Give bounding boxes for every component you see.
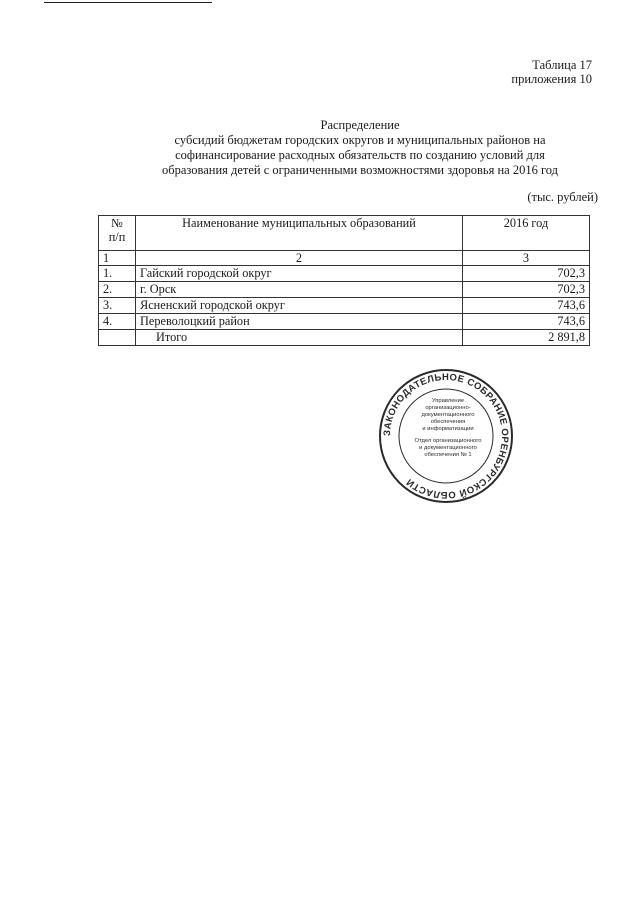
row-value: 702,3 xyxy=(463,266,590,282)
official-stamp xyxy=(376,366,516,506)
table-row xyxy=(99,282,590,298)
row-name: Гайский городской округ xyxy=(136,266,463,282)
stamp-outer-circle xyxy=(380,370,512,502)
stamp-inner-line1: Управление xyxy=(431,398,465,404)
stamp-inner-line8: обеспечения № 1 xyxy=(424,452,472,458)
row-value: 743,6 xyxy=(463,314,590,330)
row-value: 743,6 xyxy=(463,298,590,314)
header-num xyxy=(99,216,136,251)
title-line1: Распределение xyxy=(320,118,400,132)
stamp-inner-line3: документационного xyxy=(421,412,475,418)
row-num: 1. xyxy=(99,266,136,282)
distribution-table xyxy=(98,215,590,346)
row-value: 702,3 xyxy=(463,282,590,298)
table-row xyxy=(99,314,590,330)
document-title xyxy=(120,118,600,178)
table-row xyxy=(99,266,590,282)
title-line2: субсидий бюджетам городских округов и муниципальных районов на xyxy=(174,133,546,147)
header-num-line2: п/п xyxy=(108,230,126,244)
stamp-inner-line5: и информатизации xyxy=(422,426,474,432)
title-line3: софинансирование расходных обязательств по созданию условий для xyxy=(175,148,545,162)
table-ref-line2: приложения 10 xyxy=(511,72,592,86)
row-name: г. Орск xyxy=(136,282,463,298)
col-number-1: 1 xyxy=(99,251,136,266)
row-num: 2. xyxy=(99,282,136,298)
stamp-inner-line7: и документационного xyxy=(419,445,477,451)
header-name: Наименование муниципальных образований xyxy=(136,216,463,251)
total-value: 2 891,8 xyxy=(463,330,590,346)
stamp-inner-line2: организационно- xyxy=(425,405,471,411)
col-number-2: 2 xyxy=(136,251,463,266)
table-reference xyxy=(511,58,592,86)
stamp-inner-line4: обеспечения xyxy=(430,419,466,425)
title-line4: образования детей с ограниченными возможностями здоровья на 2016 год xyxy=(161,163,559,177)
table-ref-line1: Таблица 17 xyxy=(532,58,592,72)
total-num xyxy=(99,330,136,346)
row-num: 4. xyxy=(99,314,136,330)
stamp-inner-text xyxy=(415,398,482,458)
header-num-line1: № xyxy=(111,216,123,230)
top-rule xyxy=(44,2,212,3)
stamp-ring-textpath: ЗАКОНОДАТЕЛЬНОЕ СОБРАНИЕ ОРЕНБУРГСКОЙ ОБЛАСТИ xyxy=(381,371,511,501)
table-header-row xyxy=(99,216,590,251)
stamp-inner-line6: Отдел организационного xyxy=(414,438,482,444)
header-year: 2016 год xyxy=(463,216,590,251)
stamp-ring-text xyxy=(382,372,510,500)
table-row xyxy=(99,298,590,314)
total-label: Итого xyxy=(136,330,463,346)
col-number-3: 3 xyxy=(463,251,590,266)
row-num: 3. xyxy=(99,298,136,314)
column-number-row xyxy=(99,251,590,266)
row-name: Ясненский городской округ xyxy=(136,298,463,314)
units-label: (тыс. рублей) xyxy=(527,190,598,204)
row-name: Переволоцкий район xyxy=(136,314,463,330)
total-row xyxy=(99,330,590,346)
